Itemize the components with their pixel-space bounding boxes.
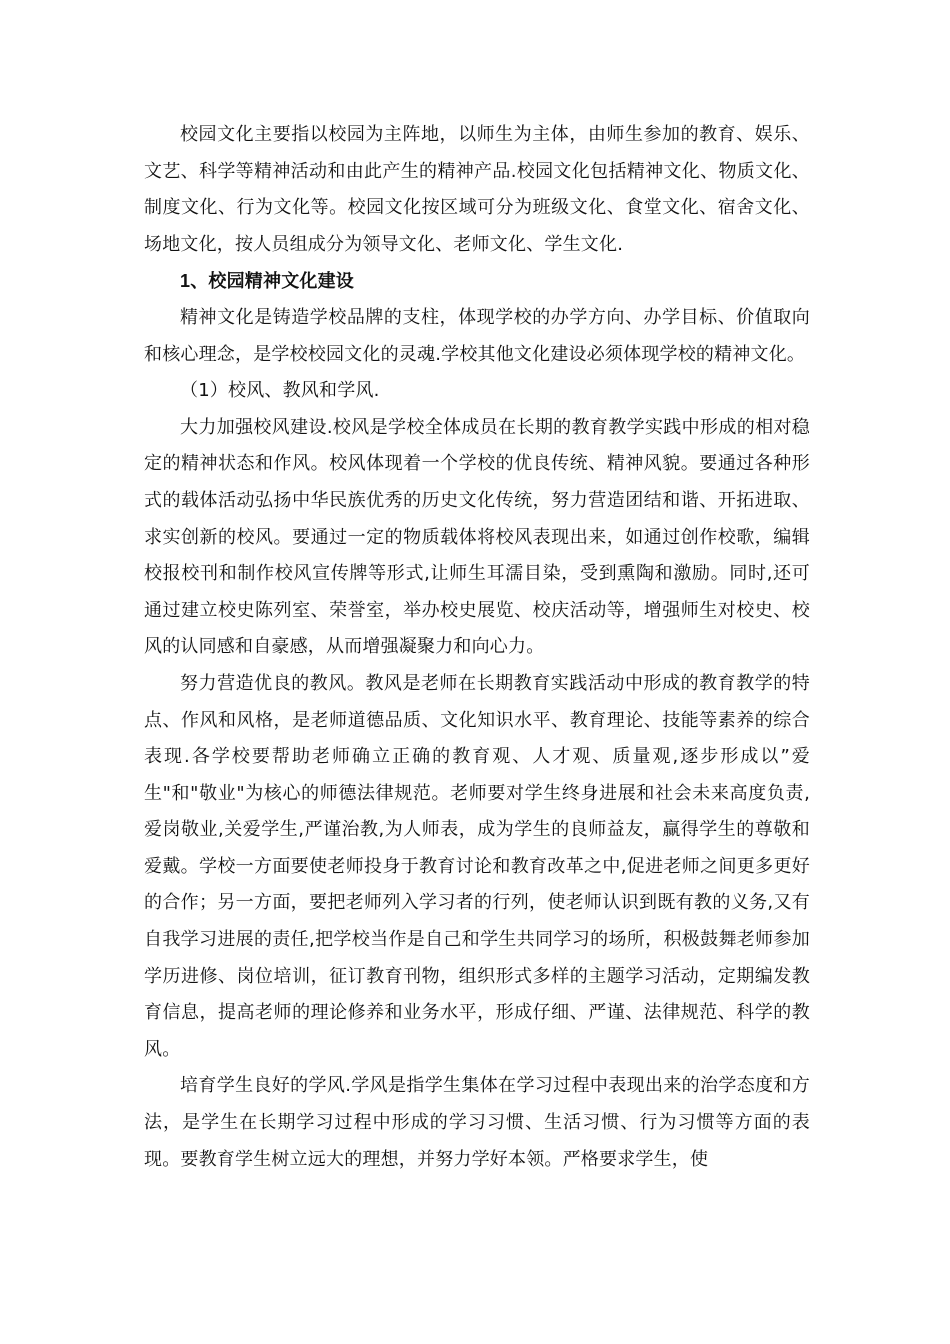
paragraph-campus-culture-definition: 校园文化主要指以校园为主阵地，以师生为主体，由师生参加的教育、娱乐、文艺、科学等精神活动和由此产生的精神产品.校园文化包括精神文化、物质文化、制度文化、行为文化等。校园文化按区域可分为班级文化、食堂文化、宿舍文化、场地文化，按人员组成分为领导文化、老师文化、学生文化. xyxy=(144,124,810,255)
document-page xyxy=(144,117,810,1178)
paragraph-study-style: 培育学生良好的学风.学风是指学生集体在学习过程中表现出来的治学态度和方法，是学生在长期学习过程中形成的学习习惯、生活习惯、行为习惯等方面的表现。要教育学生树立远大的理想，并努力学好本领。严格要求学生，使 xyxy=(144,1075,810,1170)
subheading-school-style: （1）校风、教风和学风. xyxy=(180,380,380,402)
paragraph-school-style: 大力加强校风建设.校风是学校全体成员在长期的教育教学实践中形成的相对稳定的精神状态和作风。校风体现着一个学校的优良传统、精神风貌。要通过各种形式的载体活动弘扬中华民族优秀的历史文化传统，努力营造团结和谐、开拓进取、求实创新的校风。要通过一定的物质载体将校风表现出来，如通过创作校歌，编辑校报校刊和制作校风宣传牌等形式,让师生耳濡目染，受到熏陶和激励。同时,还可通过建立校史陈列室、荣誉室，举办校史展览、校庆活动等，增强师生对校史、校风的认同感和自豪感，从而增强凝聚力和向心力。 xyxy=(144,416,810,658)
section-heading-spiritual-culture: 1、校园精神文化建设 xyxy=(180,271,355,292)
paragraph-spiritual-culture: 精神文化是铸造学校品牌的支柱，体现学校的办学方向、办学目标、价值取向和核心理念，是学校校园文化的灵魂.学校其他文化建设必须体现学校的精神文化。 xyxy=(144,306,810,365)
paragraph-teaching-style: 努力营造优良的教风。教风是老师在长期教育实践活动中形成的教育教学的特点、作风和风格，是老师道德品质、文化知识水平、教育理论、技能等素养的综合表现.各学校要帮助老师确立正确的教育观、人才观、质量观,逐步形成以”爱生"和"敬业"为核心的师德法律规范。老师要对学生终身进展和社会未来高度负责,爱岗敬业,关爱学生,严谨治教,为人师表，成为学生的良师益友，赢得学生的尊敬和爱戴。学校一方面要使老师投身于教育讨论和教育改革之中,促进老师之间更多更好的合作；另一方面，要把老师列入学习者的行列，使老师认识到既有教的义务,又有自我学习进展的责任,把学校当作是自己和学生共同学习的场所，积极鼓舞老师参加学历进修、岗位培训，征订教育刊物，组织形式多样的主题学习活动，定期编发教育信息，提高老师的理论修养和业务水平，形成仔细、严谨、法律规范、科学的教风。 xyxy=(144,672,810,1060)
